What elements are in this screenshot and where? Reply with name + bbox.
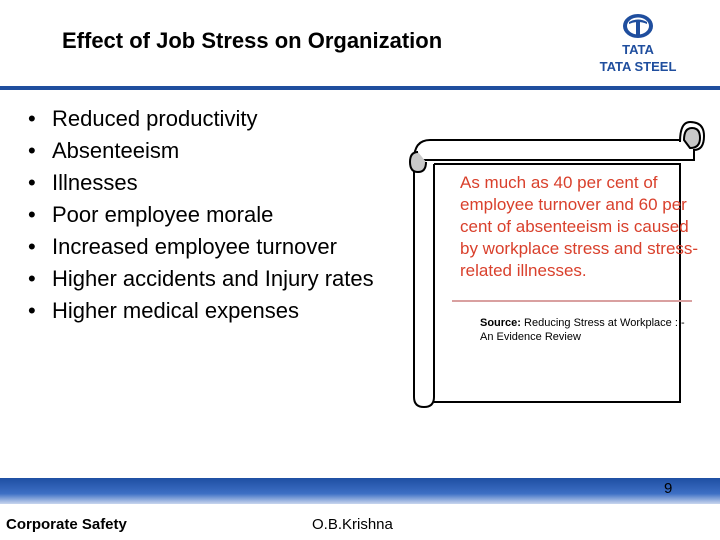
bullet-dot-icon: • <box>28 266 36 291</box>
bullet-item <box>22 167 392 199</box>
bullet-dot-icon: • <box>28 202 36 227</box>
footer-band <box>0 478 720 504</box>
header-rule <box>0 86 720 90</box>
bullet-item <box>22 295 392 327</box>
logo-line1: TATA <box>622 42 654 57</box>
bullet-text: Reduced productivity <box>52 106 258 131</box>
bullet-item <box>22 103 392 135</box>
bullet-item <box>22 231 392 263</box>
bullet-item <box>22 135 392 167</box>
bullet-item <box>22 199 392 231</box>
tata-steel-logo <box>588 10 688 76</box>
bullet-dot-icon: • <box>28 170 36 195</box>
quote-divider <box>452 300 692 302</box>
logo-line2: TATA STEEL <box>599 59 677 74</box>
stress-quote: As much as 40 per cent of employee turnover and 60 per cent of absenteeism is caused by workplace stress and stress-related illnesses. <box>460 173 699 280</box>
bullet-text: Poor employee morale <box>52 202 274 227</box>
bullet-dot-icon: • <box>28 298 36 323</box>
bullet-dot-icon: • <box>28 234 36 259</box>
bullet-text: Increased employee turnover <box>52 234 337 259</box>
source-label: Source: <box>480 317 521 329</box>
bullet-text: Higher medical expenses <box>52 298 300 323</box>
bullet-text: Higher accidents and Injury rates <box>52 266 374 291</box>
bullet-dot-icon: • <box>28 138 36 163</box>
footer-author: O.B.Krishna <box>312 516 393 533</box>
footer-department: Corporate Safety <box>6 516 127 533</box>
bullet-text: Absenteeism <box>52 138 180 163</box>
source-citation <box>480 316 700 344</box>
slide-title: Effect of Job Stress on Organization <box>62 28 443 53</box>
source-text: Reducing Stress at Workplace : - An Evidence Review <box>480 317 685 343</box>
bullet-list <box>22 103 392 327</box>
bullet-dot-icon: • <box>28 106 36 131</box>
bullet-text: Illnesses <box>52 170 138 195</box>
tata-emblem-icon <box>623 14 653 38</box>
page-number: 9 <box>664 480 673 497</box>
bullet-item <box>22 263 392 295</box>
